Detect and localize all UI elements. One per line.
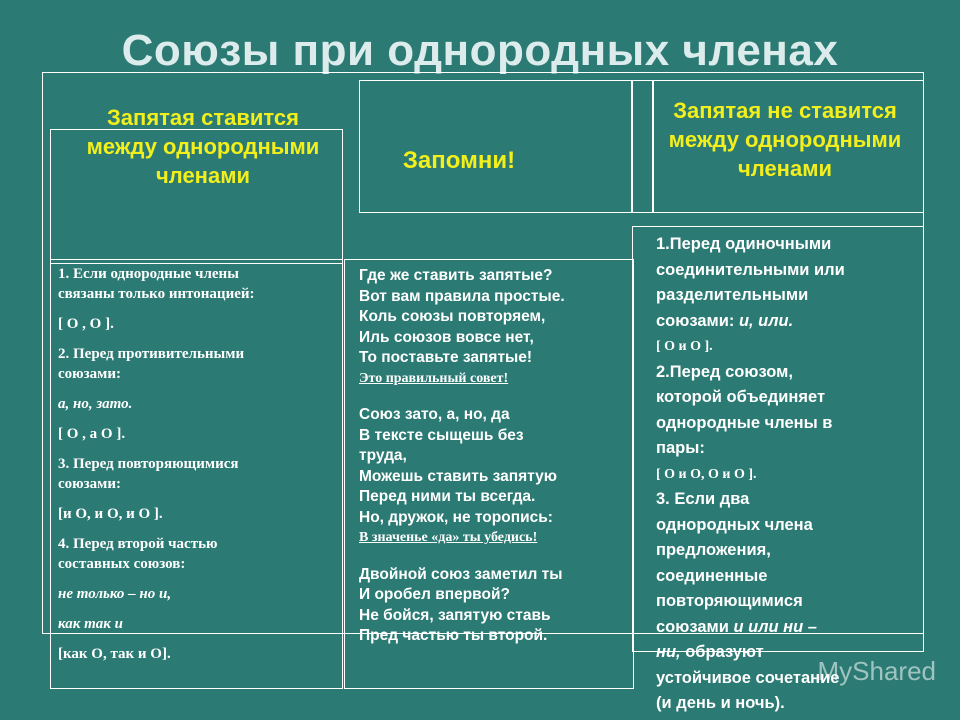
rule-4-scheme: [как О, так и О].	[58, 646, 171, 662]
poem-line: Иль союзов вовсе нет,	[359, 328, 534, 346]
poem	[359, 266, 634, 647]
poem-line: Не бойся, запятую ставь	[359, 606, 551, 624]
rule-4-line-1: 4. Перед второй частью	[58, 536, 218, 552]
rrule-2-line: 2.Перед союзом,	[656, 362, 793, 381]
poem-line: Коль союзы повторяем,	[359, 308, 546, 325]
rrule-1-scheme: [ О и О ].	[656, 339, 713, 354]
rule-2-line-2: союзами:	[58, 366, 122, 382]
rule-1-line-1: 1. Если однородные члены	[58, 266, 239, 282]
poem-line: труда,	[359, 447, 407, 464]
rule-4-example-2: как так и	[58, 616, 123, 632]
watermark: MyShared	[817, 656, 936, 686]
rrule-3-line: однородных члена	[656, 515, 813, 534]
rrule-3-line: соединенные	[656, 566, 768, 585]
left-header: Запятая ставится между однородными членами	[86, 105, 320, 188]
rule-2-examples: а, но, зато.	[58, 396, 133, 412]
poem-line: Можешь ставить запятую	[359, 467, 558, 485]
rrule-3-conjunction-ni: ни,	[656, 643, 681, 661]
center-header: Запомни!	[402, 147, 516, 174]
rrule-3-line: повторяющимися	[656, 592, 803, 610]
poem-line: Где же ставить запятые?	[359, 267, 553, 284]
rule-1-line-2: связаны только интонацией:	[58, 286, 255, 302]
rrule-1-line: 1.Перед одиночными	[656, 235, 832, 253]
poem-line: Вот вам правила простые.	[359, 287, 565, 305]
rule-3-line-1: 3. Перед повторяющимися	[58, 456, 239, 472]
right-rules	[656, 232, 936, 717]
rrule-3-pre: союзами	[656, 617, 734, 636]
rule-3-line-2: союзами:	[58, 476, 122, 492]
rrule-1-pre: союзами:	[656, 311, 739, 330]
poem-line: Двойной союз заметил ты	[359, 565, 563, 583]
rrule-3-line: (и день и ночь).	[656, 694, 785, 712]
poem-line: Но, дружок, не торопись:	[359, 508, 553, 526]
rule-2-scheme: [ О , а О ].	[58, 426, 126, 442]
rrule-3-line	[656, 615, 936, 641]
rrule-3-post: образуют	[680, 643, 764, 661]
rule-2-line-1: 2. Перед противительными	[58, 346, 245, 362]
rrule-3-line: 3. Если два	[656, 490, 750, 508]
poem-line: Пред частью ты второй.	[359, 627, 548, 644]
rrule-2-scheme: [ О и О, О и О ].	[656, 466, 757, 482]
rrule-1-line: соединительными или	[656, 260, 845, 279]
rrule-1-line	[656, 309, 936, 335]
poem-line: То поставьте запятые!	[359, 349, 533, 366]
right-header: Запятая не ставится между однородными членами	[668, 98, 902, 181]
rule-4-example-1: не только – но и,	[58, 586, 172, 602]
rule-4-line-2: составных союзов:	[58, 556, 186, 572]
poem-line: В тексте сыщешь без	[359, 426, 524, 444]
poem-line: Перед ними ты всегда.	[359, 488, 536, 505]
poem-moral-1: Это правильный совет!	[359, 370, 509, 386]
rrule-3-conjunctions: и или ни –	[733, 617, 817, 636]
rrule-2-line: пары:	[656, 439, 705, 457]
right-divider	[652, 80, 654, 213]
page-title: Союзы при однородных членах	[121, 26, 839, 75]
rrule-2-line: однородные члены в	[656, 413, 833, 432]
rrule-1-line: разделительными	[656, 286, 809, 304]
poem-line: Союз зато, а, но, да	[359, 406, 510, 423]
poem-line: И оробел впервой?	[359, 586, 510, 603]
rrule-3-line: предложения,	[656, 541, 771, 559]
rrule-2-line: которой объединяет	[656, 388, 826, 406]
rrule-1-conjunctions: и, или.	[738, 311, 794, 330]
left-rules	[58, 264, 340, 664]
rrule-3-line: устойчивое сочетание	[656, 668, 840, 687]
poem-moral-2: В значенье «да» ты убедись!	[359, 530, 538, 545]
rule-1-scheme: [ О , О ].	[58, 316, 114, 332]
rule-3-scheme: [и О, и О, и О ].	[58, 506, 163, 522]
